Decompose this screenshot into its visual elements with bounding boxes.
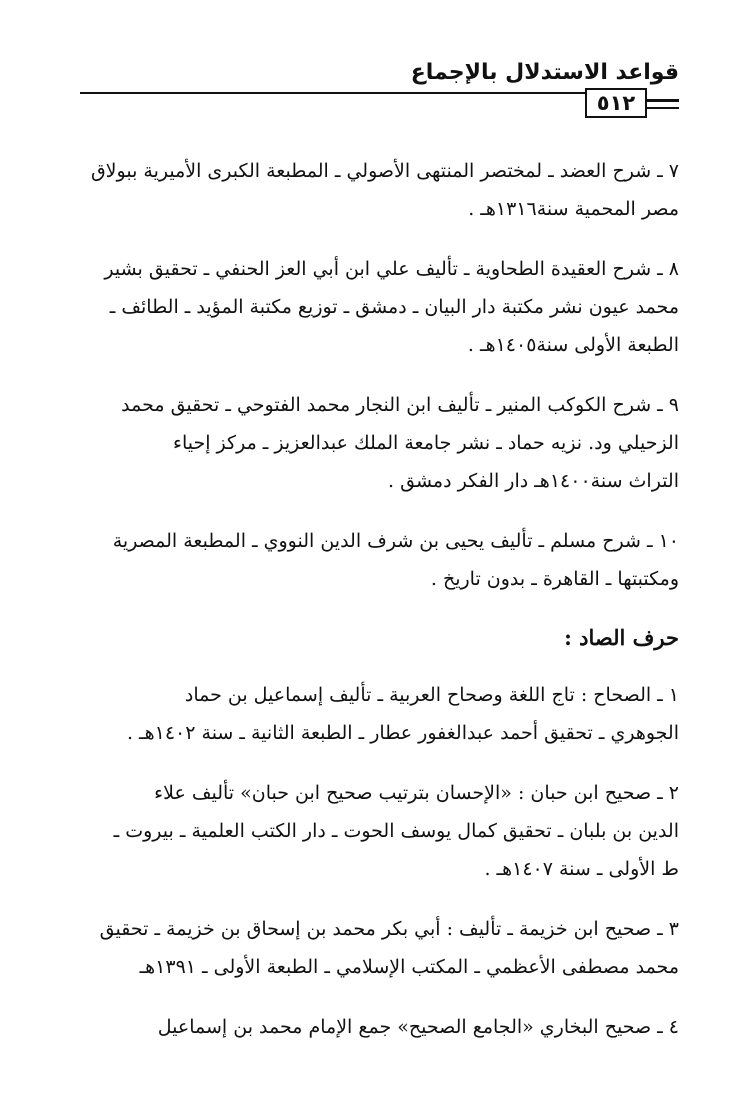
bibliography-entry-9 — [78, 386, 679, 500]
entry-line: ٤ ـ صحيح البخاري «الجامع الصحيح» جمع الإمام محمد بن إسماعيل — [157, 1016, 679, 1038]
entry-line: التراث سنة١٤٠٠هـ دار الفكر دمشق . — [388, 470, 679, 492]
entry-line: الجوهري ـ تحقيق أحمد عبدالغفور عطار ـ الطبعة الثانية ـ سنة ١٤٠٢هـ . — [126, 722, 679, 744]
page-number: ٥١٢ — [585, 88, 647, 118]
entry-line: الدين بن بلبان ـ تحقيق كمال يوسف الحوت ـ دار الكتب العلمية ـ بيروت ـ — [113, 820, 679, 842]
entry-line: مصر المحمية سنة١٣١٦هـ . — [468, 198, 679, 220]
bibliography-entry-sad-1 — [78, 676, 679, 752]
bibliography-entry-sad-3 — [78, 910, 679, 986]
bibliography-entry-8 — [78, 250, 679, 364]
entry-line: ٩ ـ شرح الكوكب المنير ـ تأليف ابن النجار محمد الفتوحي ـ تحقيق محمد — [121, 394, 679, 416]
entry-line: ٧ ـ شرح العضد ـ لمختصر المنتهى الأصولي ـ المطبعة الكبرى الأميرية ببولاق — [90, 160, 679, 182]
bibliography-entry-7 — [78, 152, 679, 228]
entry-line: ١ ـ الصحاح : تاج اللغة وصحاح العربية ـ تأليف إسماعيل بن حماد — [184, 684, 679, 706]
entry-line: ومكتبتها ـ القاهرة ـ بدون تاريخ . — [430, 568, 679, 590]
entry-line: محمد مصطفى الأعظمي ـ المكتب الإسلامي ـ الطبعة الأولى ـ ١٣٩١هـ — [139, 956, 679, 978]
page-number-rule-thick — [647, 99, 679, 102]
entry-line: الطبعة الأولى سنة١٤٠٥هـ . — [467, 334, 679, 356]
bibliography-entry-sad-4 — [78, 1008, 679, 1046]
page-number-rule-thin — [647, 107, 679, 109]
bibliography-entry-10 — [78, 522, 679, 598]
running-title: قواعد الاستدلال بالإجماع — [410, 60, 679, 85]
entry-line: ١٠ ـ شرح مسلم ـ تأليف يحيى بن شرف الدين النووي ـ المطبعة المصرية — [112, 530, 679, 552]
entry-line: ٢ ـ صحيح ابن حبان : «الإحسان بترتيب صحيح ابن حبان» تأليف علاء — [154, 782, 679, 804]
entry-line: محمد عيون نشر مكتبة دار البيان ـ دمشق ـ توزيع مكتبة المؤيد ـ الطائف ـ — [109, 296, 679, 318]
entry-line: ٨ ـ شرح العقيدة الطحاوية ـ تأليف علي ابن أبي العز الحنفي ـ تحقيق بشير — [104, 258, 679, 280]
header-rule — [80, 92, 585, 94]
bibliography-entry-sad-2 — [78, 774, 679, 888]
bibliography-content — [78, 152, 679, 1068]
entry-line: ٣ ـ صحيح ابن خزيمة ـ تأليف : أبي بكر محمد بن إسحاق بن خزيمة ـ تحقيق — [99, 918, 679, 940]
section-heading: حرف الصاد : — [564, 625, 679, 650]
entry-line: ط الأولى ـ سنة ١٤٠٧هـ . — [484, 858, 679, 880]
entry-line: الزحيلي ود. نزيه حماد ـ نشر جامعة الملك عبدالعزيز ـ مركز إحياء — [173, 432, 679, 454]
